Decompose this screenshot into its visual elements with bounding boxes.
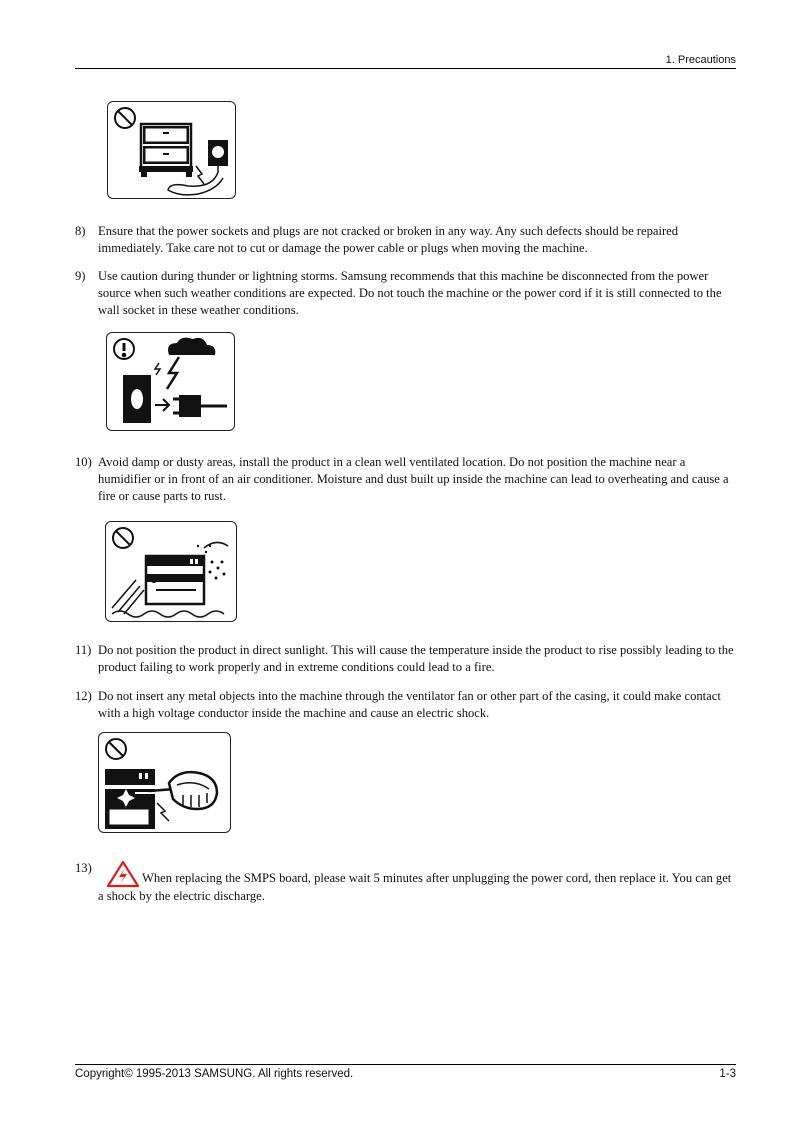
item-number: 9) <box>75 269 86 283</box>
page-number: 1-3 <box>719 1068 736 1080</box>
item-text: Do not insert any metal objects into the machine through the ventilator fan or other part of the casing, it could make contact with a high voltage conductor inside the machine and cause an electric shock. <box>98 689 721 721</box>
page-footer <box>75 1064 736 1080</box>
item-number: 8) <box>75 224 86 238</box>
list-item <box>75 688 738 722</box>
list-item <box>75 642 738 676</box>
item-text: Ensure that the power sockets and plugs are not cracked or broken in any way. Any such defects should be repaired immediately. Take care not to cut or damage the power cable or plugs when moving the machine. <box>98 224 679 256</box>
item-text: Use caution during thunder or lightning storms. Samsung recommends that this machine be disconnected from the power source when such weather conditions are expected. Do not touch the machine or the power cord if it is still connected to the wall socket in these weather conditions. <box>98 269 722 318</box>
electric-shock-warning-icon <box>106 860 140 888</box>
metal-object-illustration <box>98 732 231 833</box>
item-text-block <box>98 860 738 905</box>
item-number: 13) <box>75 861 92 875</box>
list-item <box>75 860 738 905</box>
item-number: 11) <box>75 643 92 657</box>
list-item <box>75 268 738 320</box>
lightning-unplug-illustration <box>106 332 235 431</box>
caution-icon <box>114 339 134 359</box>
damaged-cord-illustration <box>107 101 236 199</box>
item-text: Avoid damp or dusty areas, install the product in a clean well ventilated location. Do not position the machine near a humidifier or in front of an air conditioner. Moisture and dust built up inside the machine can lead to overheating and cause a fire or cause parts to rust. <box>98 455 729 504</box>
page-header <box>75 54 736 69</box>
prohibited-icon <box>106 739 126 759</box>
damp-dusty-illustration <box>105 521 237 622</box>
prohibited-icon <box>115 108 135 128</box>
item-number: 10) <box>75 455 92 469</box>
copyright: Copyright© 1995-2013 SAMSUNG. All rights reserved. <box>75 1068 354 1080</box>
prohibited-icon <box>113 528 133 548</box>
item-text: When replacing the SMPS board, please wait 5 minutes after unplugging the power cord, then replace it. You can get a shock by the electric discharge. <box>98 871 732 903</box>
list-item <box>75 223 738 257</box>
item-number: 12) <box>75 689 92 703</box>
list-item <box>75 454 738 506</box>
item-text: Do not position the product in direct sunlight. This will cause the temperature inside the product to rise possibly leading to the product failing to work properly and in extreme conditions could lead to a fire. <box>98 643 734 675</box>
section-title: 1. Precautions <box>665 54 736 66</box>
